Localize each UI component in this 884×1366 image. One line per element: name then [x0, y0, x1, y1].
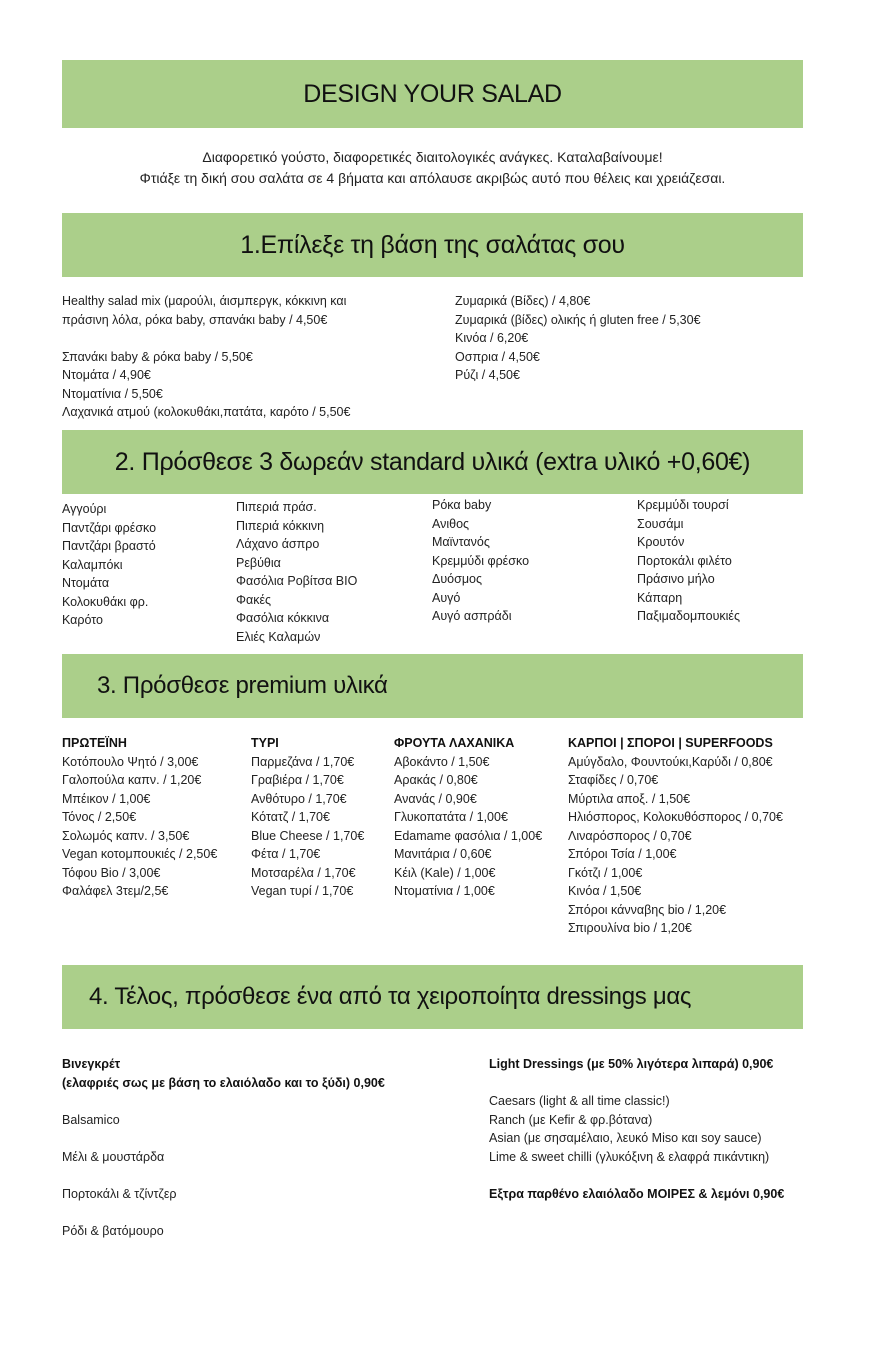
list-item: Γραβιέρα / 1,70€ — [251, 773, 344, 787]
list-item: Μπέικον / 1,00€ — [62, 791, 151, 806]
step4-banner — [62, 965, 803, 1029]
step1-banner — [62, 213, 803, 277]
vinaigrette-title: Βινεγκρέτ — [62, 1057, 121, 1071]
group-title: ΦΡΟΥΤΑ ΛΑΧΑΝΙΚΑ — [394, 736, 515, 750]
list-item: Κάπαρη — [637, 590, 683, 605]
list-item: Πορτοκάλι & τζίντζερ — [62, 1186, 177, 1201]
list-item: Αβοκάντο / 1,50€ — [394, 754, 490, 769]
list-item: Ανανάς / 0,90€ — [394, 791, 477, 806]
list-item: Lime & sweet chilli (γλυκόξινη & ελαφρά πικάντικη) — [489, 1149, 770, 1164]
list-item: Healthy salad mix (μαρούλι, άισμπεργκ, κόκκινη και — [62, 294, 347, 308]
list-item: Σπόροι κάνναβης bio / 1,20€ — [568, 902, 727, 917]
list-item: Πορτοκάλι φιλέτο — [637, 553, 732, 568]
list-item: Vegan τυρί / 1,70€ — [251, 884, 354, 898]
list-item: Τόφου Bio / 3,00€ — [62, 865, 161, 880]
step4-heading: 4. Τέλος, πρόσθεσε ένα από τα χειροποίητα dressings μας — [89, 983, 692, 1010]
list-item: Κοτόπουλο Ψητό / 3,00€ — [62, 754, 199, 769]
list-item: Ντομάτα / 4,90€ — [62, 368, 151, 382]
list-item: Τόνος / 2,50€ — [62, 810, 137, 824]
light-dressings-list — [489, 1055, 784, 1203]
vinaigrette-list — [62, 1055, 385, 1240]
list-item: Κότατζ / 1,70€ — [251, 810, 330, 824]
list-item: Καλαμπόκι — [62, 557, 123, 572]
list-item: Κολοκυθάκι φρ. — [62, 594, 149, 609]
list-item: πράσινη λόλα, ρόκα baby, σπανάκι baby / 4,50€ — [62, 312, 328, 327]
list-item: Γλυκοπατάτα / 1,00€ — [394, 810, 508, 824]
list-item: Σολωμός καπν. / 3,50€ — [62, 828, 190, 843]
list-item: Γαλοπούλα καπν. / 1,20€ — [62, 773, 202, 787]
list-item: Edamame φασόλια / 1,00€ — [394, 828, 543, 843]
list-item: Σταφίδες / 0,70€ — [568, 773, 659, 787]
list-item: Balsamico — [62, 1112, 120, 1127]
list-item: Πιπεριά κόκκινη — [236, 518, 325, 533]
list-item: Πιπεριά πράσ. — [236, 500, 317, 514]
list-item: Ζυμαρικά (Βίδες) / 4,80€ — [455, 294, 591, 308]
list-item: Ανιθος — [432, 516, 470, 531]
step2-banner — [62, 430, 803, 494]
list-item: Λιναρόσπορος / 0,70€ — [568, 828, 692, 843]
intro-line-1: Διαφορετικό γούστο, διαφορετικές διαιτολογικές ανάγκες. Καταλαβαίνουμε! — [202, 149, 663, 165]
list-item: Παντζάρι φρέσκο — [62, 520, 157, 535]
list-item: Κινόα / 6,20€ — [455, 331, 529, 345]
list-item: Λάχανο άσπρο — [236, 537, 320, 551]
step2-column-1 — [62, 500, 156, 630]
list-item: Ντοματίνια / 1,00€ — [394, 884, 495, 898]
intro-line-2: Φτιάξε τη δική σου σαλάτα σε 4 βήματα και απόλαυσε ακριβώς αυτό που θέλεις και χρειάζεσαι. — [139, 170, 726, 186]
list-item: Φασόλια κόκκινα — [236, 611, 330, 625]
list-item: Σπανάκι baby & ρόκα baby / 5,50€ — [62, 349, 253, 364]
list-item: Αμύγδαλο, Φουντούκι,Καρύδι / 0,80€ — [568, 754, 773, 769]
list-item: Blue Cheese / 1,70€ — [251, 828, 365, 843]
list-item: Οσπρια / 4,50€ — [455, 349, 540, 364]
list-item: Αυγό ασπράδι — [432, 609, 512, 623]
step3-banner — [62, 654, 803, 718]
list-item: Παξιμαδομπουκιές — [637, 609, 741, 623]
group-title: ΚΑΡΠΟΙ | ΣΠΟΡΟΙ | SUPERFOODS — [568, 736, 773, 750]
olive-oil-option: Εξτρα παρθένο ελαιόλαδο ΜΟΙΡΕΣ & λεμόνι 0,90€ — [489, 1186, 785, 1201]
list-item: Ρεβύθια — [236, 555, 281, 570]
list-item: Κρεμμύδι τουρσί — [637, 498, 729, 512]
step1-heading: 1.Επίλεξε τη βάση της σαλάτας σου — [240, 230, 625, 259]
list-item: Μαϊντανός — [432, 535, 490, 549]
premium-group-protein — [62, 734, 217, 901]
list-item: Κρεμμύδι φρέσκο — [432, 553, 530, 568]
step2-column-4 — [637, 496, 740, 626]
list-item: Μανιτάρια / 0,60€ — [394, 847, 492, 861]
list-item: Σπιρουλίνα bio / 1,20€ — [568, 921, 692, 935]
step3-heading: 3. Πρόσθεσε premium υλικά — [97, 672, 388, 699]
list-item: Δυόσμος — [432, 572, 483, 586]
list-item: Μοτσαρέλα / 1,70€ — [251, 865, 356, 880]
step2-heading: 2. Πρόσθεσε 3 δωρεάν standard υλικά (extra υλικό +0,60€) — [114, 447, 751, 476]
list-item: Ρύζι / 4,50€ — [455, 368, 520, 382]
list-item: Ανθότυρο / 1,70€ — [251, 791, 347, 806]
list-item: Σπόροι Τσία / 1,00€ — [568, 847, 677, 861]
list-item: Vegan κοτομπουκιές / 2,50€ — [62, 847, 218, 861]
title-banner — [62, 60, 803, 128]
group-title: ΠΡΩΤΕΪΝΗ — [62, 736, 127, 750]
list-item: Καρότο — [62, 613, 104, 627]
list-item: Μέλι & μουστάρδα — [62, 1149, 165, 1164]
list-item: Ρόκα baby — [432, 498, 492, 512]
step2-column-2 — [236, 498, 357, 646]
page-title: DESIGN YOUR SALAD — [303, 79, 562, 108]
list-item: Πράσινο μήλο — [637, 572, 715, 586]
list-item: Παρμεζάνα / 1,70€ — [251, 754, 355, 769]
list-item: Αυγό — [432, 590, 461, 605]
list-item: Αρακάς / 0,80€ — [394, 773, 478, 787]
premium-group-nuts-seeds-superfoods — [568, 734, 783, 938]
list-item: Κέιλ (Kale) / 1,00€ — [394, 865, 496, 880]
step1-base-list-right — [455, 292, 701, 385]
list-item: Λαχανικά ατμού (κολοκυθάκι,πατάτα, καρότο / 5,50€ — [62, 405, 351, 419]
list-item: Σουσάμι — [637, 516, 684, 531]
intro-text — [62, 147, 803, 189]
list-item: Φακές — [236, 592, 272, 607]
list-item: Ντομάτα — [62, 576, 110, 590]
list-item: Γκότζι / 1,00€ — [568, 865, 643, 880]
list-item: Φαλάφελ 3τεμ/2,5€ — [62, 884, 169, 898]
group-title: ΤΥΡΙ — [251, 736, 279, 750]
list-item: Κινόα / 1,50€ — [568, 884, 642, 898]
list-item: Asian (με σησαμέλαιο, λευκό Miso και soy sauce) — [489, 1131, 762, 1145]
list-item: Μύρτιλα αποξ. / 1,50€ — [568, 791, 691, 806]
list-item: Φασόλια Ροβίτσα BIO — [236, 574, 358, 588]
list-item: Ρόδι & βατόμουρο — [62, 1223, 164, 1238]
list-item: Ελιές Καλαμών — [236, 629, 321, 644]
vinaigrette-subtitle: (ελαφριές σως με βάση το ελαιόλαδο και το ξύδι) 0,90€ — [62, 1075, 385, 1090]
premium-group-fruits-vegetables — [394, 734, 542, 901]
step2-column-3 — [432, 496, 529, 626]
list-item: Παντζάρι βραστό — [62, 539, 156, 553]
light-dressings-title: Light Dressings (με 50% λιγότερα λιπαρά) 0,90€ — [489, 1057, 774, 1071]
premium-group-cheese — [251, 734, 364, 901]
list-item: Ντοματίνια / 5,50€ — [62, 386, 163, 401]
list-item: Ζυμαρικά (βίδες) ολικής ή gluten free / 5,30€ — [455, 312, 701, 327]
list-item: Ηλιόσπορος, Κολοκυθόσπορος / 0,70€ — [568, 810, 783, 824]
step1-base-list-left — [62, 292, 350, 422]
list-item: Φέτα / 1,70€ — [251, 847, 321, 861]
list-item: Κρουτόν — [637, 535, 685, 549]
list-item: Caesars (light & all time classic!) — [489, 1094, 670, 1108]
list-item: Αγγούρι — [62, 502, 107, 516]
list-item: Ranch (με Kefir & φρ.βότανα) — [489, 1112, 653, 1127]
